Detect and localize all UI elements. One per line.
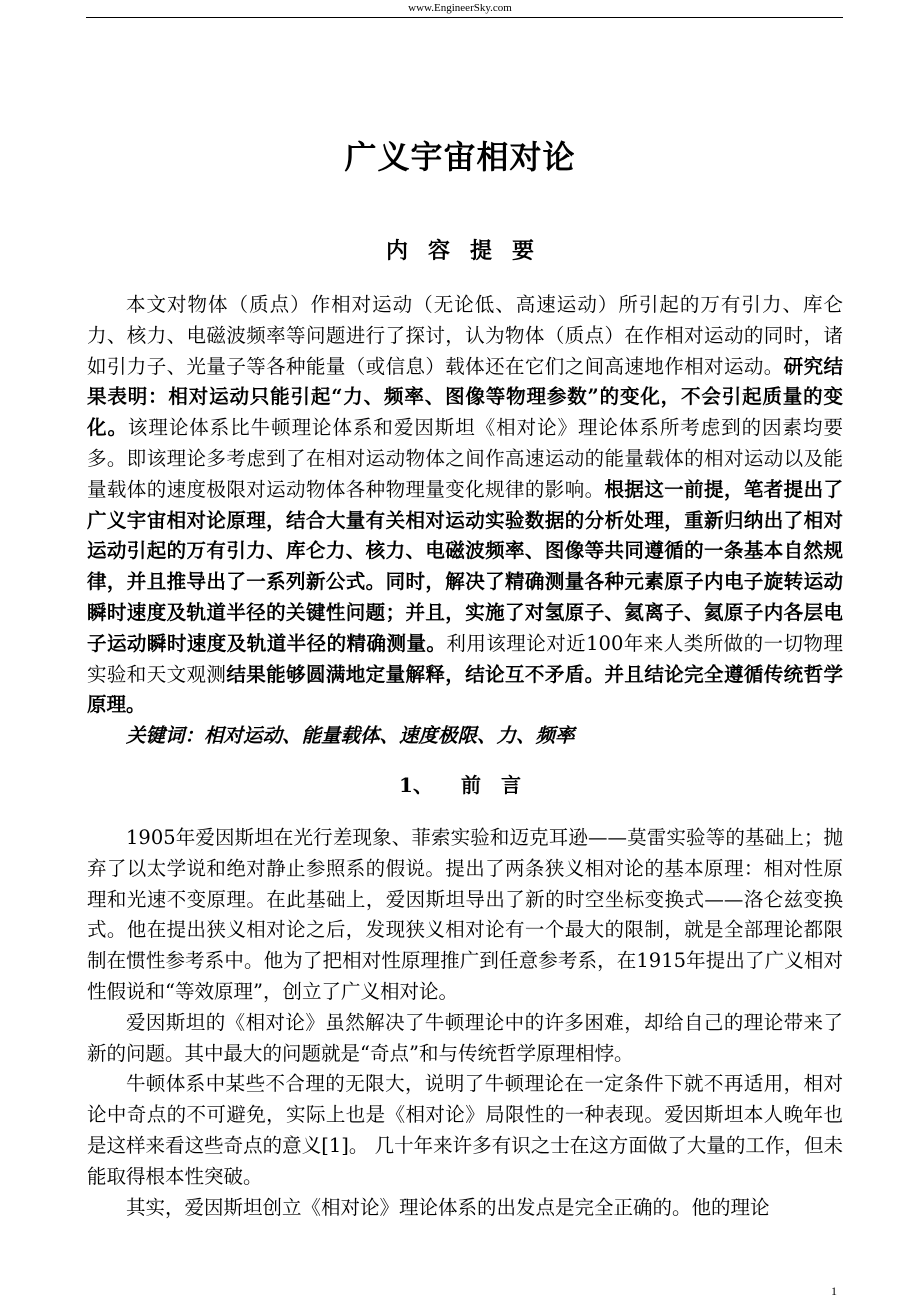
abstract-bold-findings: 研究结果表明：相对运动只能引起“力、频率、图像等物理参数”的变化，不会引起质量的变化。 (87, 354, 843, 440)
section-heading (0, 769, 920, 798)
abstract-body (87, 290, 843, 752)
body-paragraph: 1905年爱因斯坦在光行差现象、菲索实验和迈克耳逊——莫雷实验等的基础上；抛弃了以太学说和绝对静止参照系的假说。提出了两条狭义相对论的基本原理：相对性原理和光速不变原理。在此基础上，爱因斯坦导出了新的时空坐标变换式——洛仑兹变换式。他在提出狭义相对论之后，发现狭义相对论有一个最大的限制，就是全部理论都限制在惯性参考系中。他为了把相对性原理推广到任意参考系，在1915年提出了广义相对性假说和“等效原理”，创立了广义相对论。 (87, 826, 843, 1003)
page-title: 广义宇宙相对论 (344, 138, 576, 176)
abstract-text-2: 该理论体系比牛顿理论体系和爱因斯坦《相对论》理论体系所考虑到的因素均要多。即该理论多考虑到了在相对运动物体之间作高速运动的能量载体的相对运动以及能量载体的速度极限对运动物体各种物理量变化规律的影响。 (87, 416, 843, 501)
section-number: 1、 (399, 773, 433, 797)
keywords: 关键词：相对运动、能量载体、速度极限、力、频率 (126, 724, 575, 748)
abstract-text-1: 本文对物体（质点）作相对运动（无论低、高速运动）所引起的万有引力、库仑力、核力、电磁波频率等问题进行了探讨，认为物体（质点）在作相对运动的同时，诸如引力子、光量子等各种能量（或信息）载体还在它们之间高速地作相对运动。 (87, 293, 843, 378)
header-rule (86, 17, 843, 18)
page-number: 1 (831, 1284, 837, 1298)
section-title: 前 言 (460, 773, 521, 797)
section-body (87, 823, 843, 1223)
abstract-bold-principle: 根据这一前提，笔者提出了广义宇宙相对论原理，结合大量有关相对运动实验数据的分析处理，重新归纳出了相对运动引起的万有引力、库仑力、核力、电磁波频率、图像等共同遵循的一条基本自然规律，并且推导出了一系列新公式。同时，解决了精确测量各种元素原子内电子旋转运动瞬时速度及轨道半径的关键性问题；并且，实施了对氢原子、氦离子、氦原子内各层电子运动瞬时速度及轨道半径的精确测量。 (87, 477, 843, 655)
body-paragraph: 其实，爱因斯坦创立《相对论》理论体系的出发点是完全正确的。他的理论 (126, 1195, 770, 1219)
body-paragraph: 牛顿体系中某些不合理的无限大，说明了牛顿理论在一定条件下就不再适用，相对论中奇点的不可避免，实际上也是《相对论》局限性的一种表现。爱因斯坦本人晚年也是这样来看这些奇点的意义[1]。 几十年来许多有识之士在这方面做了大量的工作，但未能取得根本性突破。 (87, 1072, 843, 1188)
abstract-text-3: 利用该理论对近100年来人类所做的一切物理实验和天文观测 (87, 631, 843, 686)
abstract-bold-conclusion: 结果能够圆满地定量解释，结论互不矛盾。并且结论完全遵循传统哲学原理。 (87, 662, 843, 717)
abstract-heading: 内容提要 (385, 238, 554, 264)
header-url: www.EngineerSky.com (408, 2, 512, 14)
abstract-paragraph (87, 290, 843, 721)
body-paragraph: 爱因斯坦的《相对论》虽然解决了牛顿理论中的许多困难，却给自己的理论带来了新的问题。其中最大的问题就是“奇点”和与传统哲学原理相悖。 (87, 1010, 843, 1065)
